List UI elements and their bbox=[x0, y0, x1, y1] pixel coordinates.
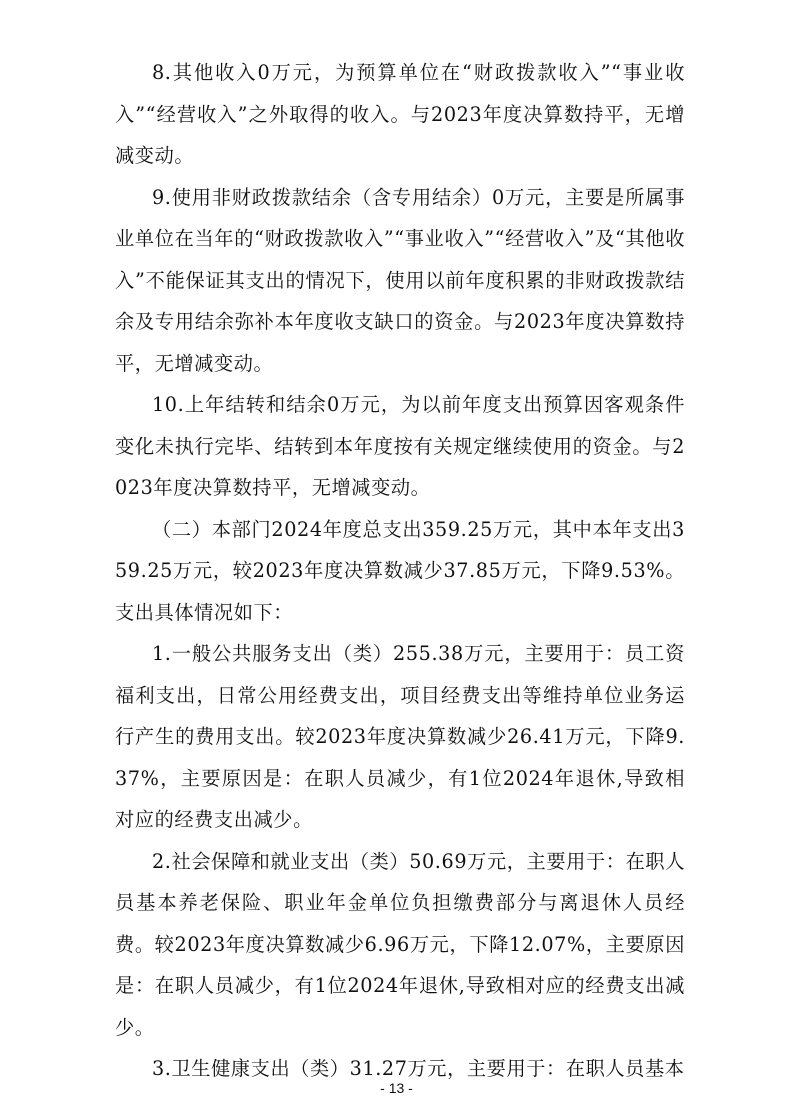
paragraph-total-expenditure: （二）本部门2024年度总支出359.25万元，其中本年支出359.25万元，较2023年度决算数减少37.85万元，下降9.53%。支出具体情况如下： bbox=[115, 517, 685, 624]
paragraph-social-security: 2.社会保障和就业支出（类）50.69万元，主要用于：在职人员基本养老保险、职业年金单位负担缴费部分与离退休人员经费。较2023年度决算数减少6.96万元，下降12.07%，主要原因是：在职人员减少，有1位2024年退休,导致相对应的经费支出减少。 bbox=[115, 849, 685, 1039]
paragraph-carryover: 10.上年结转和结余0万元，为以前年度支出预算因客观条件变化未执行完毕、结转到本年度按有关规定继续使用的资金。与2023年度决算数持平，无增减变动。 bbox=[115, 393, 685, 499]
paragraph-other-income: 8.其他收入0万元，为预算单位在“财政拨款收入”“事业收入”“经营收入”之外取得的收入。与2023年度决算数持平，无增减变动。 bbox=[115, 61, 685, 167]
paragraph-general-public-services: 1.一般公共服务支出（类）255.38万元，主要用于：员工资福利支出，日常公用经费支出，项目经费支出等维持单位业务运行产生的费用支出。较2023年度决算数减少26.41万元，下降9.37%，主要原因是：在职人员减少，有1位2024年退休,导致相对应的经费支出减少。 bbox=[115, 642, 685, 831]
paragraph-health: 3.卫生健康支出（类）31.27万元，主要用于：在职人员基本 bbox=[152, 1057, 685, 1080]
paragraph-non-fiscal-surplus: 9.使用非财政拨款结余（含专用结余）0万元，主要是所属事业单位在当年的“财政拨款收入”“事业收入”“经营收入”及“其他收入”不能保证其支出的情况下，使用以前年度积累的非财政拨款结余及专用结余弥补本年度收支缺口的资金。与2023年度决算数持平，无增减变动。 bbox=[115, 185, 685, 375]
page-number: - 13 - bbox=[380, 1080, 413, 1096]
document-body bbox=[115, 52, 685, 1090]
